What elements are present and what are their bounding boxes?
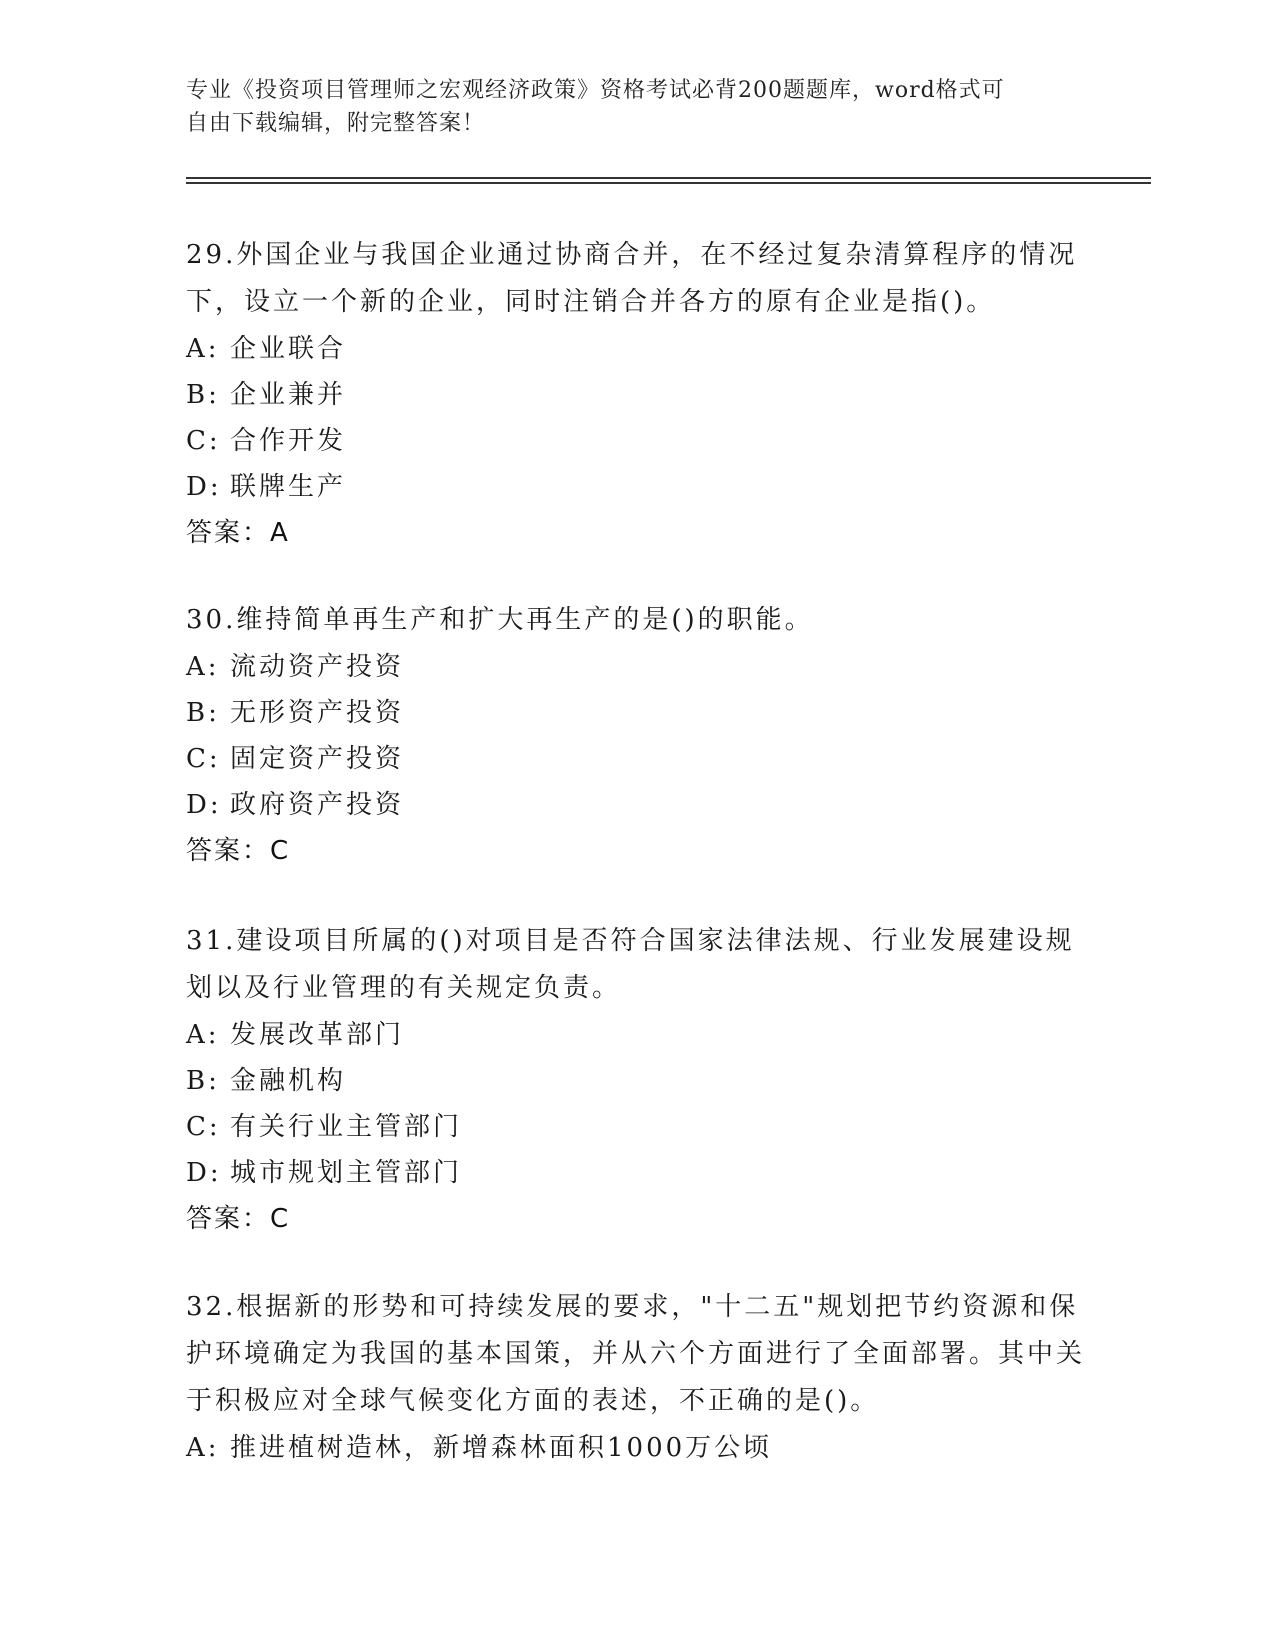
option-a <box>186 326 1086 372</box>
option-d <box>186 1150 1086 1196</box>
question-stem: 29.外国企业与我国企业通过协商合并，在不经过复杂清算程序的情况下，设立一个新的企业，同时注销合并各方的原有企业是指()。 <box>186 240 1078 317</box>
option-text: 固定资产投资 <box>230 744 405 774</box>
header-divider-top <box>186 177 1151 179</box>
header-line-2: 自由下载编辑，附完整答案！ <box>186 111 486 136</box>
option-text: 无形资产投资 <box>230 698 405 728</box>
option-text: 企业兼并 <box>230 380 347 410</box>
option-text: 合作开发 <box>230 426 347 456</box>
document-header <box>186 74 1066 140</box>
question-stem: 32.根据新的形势和可持续发展的要求，"十二五"规划把节约资源和保护环境确定为我国的基本国策，并从六个方面进行了全面部署。其中关于积极应对全球气候变化方面的表述，不正确的是()。 <box>186 1292 1086 1416</box>
option-letter: D: <box>186 1158 222 1188</box>
option-text: 有关行业主管部门 <box>230 1112 463 1142</box>
header-divider-bottom <box>186 182 1151 184</box>
option-a <box>186 1012 1086 1058</box>
option-letter: D: <box>186 472 222 502</box>
option-b <box>186 690 1086 736</box>
option-letter: C: <box>186 744 221 774</box>
question-stem: 31.建设项目所属的()对项目是否符合国家法律法规、行业发展建设规划以及行业管理的有关规定负责。 <box>186 926 1075 1003</box>
option-letter: C: <box>186 426 221 456</box>
question-30 <box>186 597 1086 874</box>
option-letter: B: <box>186 380 220 410</box>
question-31 <box>186 918 1086 1242</box>
option-letter: A: <box>186 334 220 364</box>
option-b <box>186 372 1086 418</box>
option-letter: A: <box>186 1433 220 1463</box>
option-letter: C: <box>186 1112 221 1142</box>
question-stem: 30.维持简单再生产和扩大再生产的是()的职能。 <box>186 605 814 635</box>
option-text: 推进植树造林，新增森林面积1000万公顷 <box>230 1433 773 1463</box>
answer: 答案：C <box>186 1204 291 1234</box>
option-a <box>186 1425 1086 1471</box>
option-b <box>186 1058 1086 1104</box>
answer: 答案：C <box>186 836 291 866</box>
option-a <box>186 644 1086 690</box>
option-letter: A: <box>186 652 220 682</box>
header-line-1: 专业《投资项目管理师之宏观经济政策》资格考试必背200题题库，word格式可 <box>186 78 1005 103</box>
option-text: 企业联合 <box>230 334 347 364</box>
option-text: 城市规划主管部门 <box>230 1158 463 1188</box>
option-c <box>186 736 1086 782</box>
option-text: 联牌生产 <box>230 472 347 502</box>
question-29 <box>186 232 1086 556</box>
option-letter: A: <box>186 1020 220 1050</box>
option-d <box>186 464 1086 510</box>
option-text: 金融机构 <box>230 1066 347 1096</box>
option-c <box>186 418 1086 464</box>
question-32 <box>186 1284 1086 1471</box>
option-letter: D: <box>186 790 222 820</box>
option-text: 流动资产投资 <box>230 652 405 682</box>
answer: 答案：A <box>186 518 290 548</box>
option-text: 政府资产投资 <box>230 790 405 820</box>
option-letter: B: <box>186 698 220 728</box>
option-text: 发展改革部门 <box>230 1020 405 1050</box>
option-c <box>186 1104 1086 1150</box>
option-letter: B: <box>186 1066 220 1096</box>
option-d <box>186 782 1086 828</box>
